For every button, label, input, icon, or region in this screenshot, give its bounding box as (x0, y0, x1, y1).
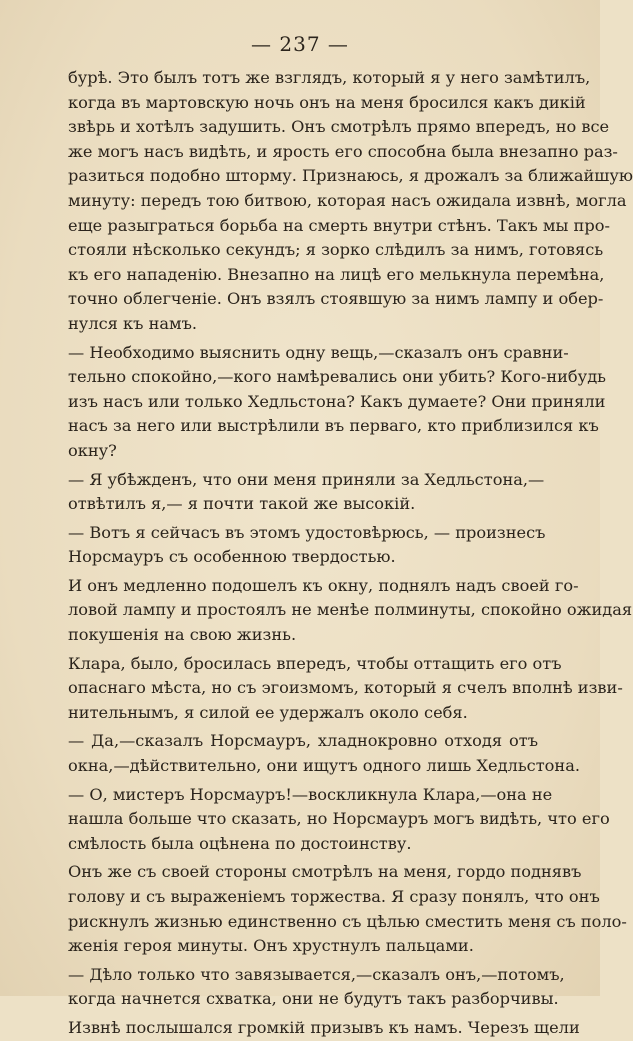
text-line: — Вотъ я сейчасъ въ этомъ удостовѣрюсь, — произнесъ (68, 522, 546, 542)
text-line: смѣлость была оцѣнена по достоинству. (68, 833, 412, 853)
text-line: точно облегченіе. Онъ взялъ стоявшую за нимъ лампу и обер- (68, 289, 604, 309)
text-line: отвѣтилъ я,— я почти такой же высокій. (68, 494, 416, 514)
text-line: рискнулъ жизнью единственно съ цѣлью сместить меня съ поло- (68, 911, 627, 931)
paragraph (68, 860, 627, 958)
text-line: женія героя минуты. Онъ хрустнулъ пальцами. (68, 936, 474, 956)
text-line: минуту: передъ тою битвою, которая насъ ожидала извнѣ, могла (68, 190, 627, 210)
text-line: Клара, было, бросилась впередъ, чтобы оттащить его отъ (68, 653, 562, 673)
text-line: нительнымъ, я силой ее удержалъ около себя. (68, 702, 468, 722)
text-line: нулся къ намъ. (68, 313, 198, 333)
text-line: когда въ мартовскую ночь онъ на меня бросился какъ дикій (68, 92, 586, 112)
paragraph (68, 468, 545, 517)
text-line: изъ насъ или только Хедльстона? Какъ думаете? Они приняли (68, 391, 606, 411)
text-line: — О, мистеръ Норсмауръ!—воскликнула Клара,—она не (68, 784, 553, 804)
text-line: когда начнется схватка, они не будутъ такъ разборчивы. (68, 989, 559, 1009)
text-line: — Да,—сказалъ Норсмауръ, хладнокровно отходя отъ (68, 731, 538, 751)
page-number: — 237 — (251, 32, 349, 56)
text-line: Онъ же съ своей стороны смотрѣлъ на меня, гордо поднявъ (68, 862, 582, 882)
body-text (68, 66, 633, 1041)
text-line: звѣрь и хотѣлъ задушить. Онъ смотрѣлъ прямо впередъ, но все (68, 117, 610, 137)
text-line: покушенія на свою жизнь. (68, 625, 297, 645)
paragraph (68, 341, 606, 464)
text-line: тельно спокойно,—кого намѣревались они убить? Кого-нибудь (68, 367, 606, 387)
text-line: разиться подобно шторму. Признаюсь, я дрожалъ за ближайшую (68, 166, 633, 186)
text-line: И онъ медленно подошелъ къ окну, поднялъ надъ своей го- (68, 575, 579, 595)
paragraph (68, 783, 610, 857)
text-line: же могъ насъ видѣть, и ярость его способна была внезапно раз- (68, 141, 618, 161)
paragraph (68, 574, 633, 648)
text-line: бурѣ. Это былъ тотъ же взглядъ, который я у него замѣтилъ, (68, 68, 591, 87)
paragraph (68, 1016, 580, 1041)
text-line: — Дѣло только что завязывается,—сказалъ онъ,—потомъ, (68, 964, 565, 984)
text-line: ловой лампу и простоялъ не менѣе полминуты, спокойно ожидая (68, 600, 633, 620)
text-line: къ его нападенію. Внезапно на лицѣ его мелькнула перемѣна, (68, 264, 605, 284)
paragraph (68, 652, 623, 726)
text-line: окну? (68, 440, 117, 460)
text-line: — Необходимо выяснить одну вещь,—сказалъ онъ сравни- (68, 342, 569, 362)
text-line: стояли нѣсколько секундъ; я зорко слѣдилъ за нимъ, готовясь (68, 240, 604, 260)
text-line: — Я убѣжденъ, что они меня приняли за Хедльстона,— (68, 469, 545, 489)
text-line: опаснаго мѣста, но съ эгоизмомъ, который я счелъ вполнѣ изви- (68, 678, 623, 698)
paragraph (68, 963, 565, 1012)
paragraph (68, 729, 580, 778)
text-line: голову и съ выраженіемъ торжества. Я сразу понялъ, что онъ (68, 887, 600, 906)
text-line: еще разыграться борьба на смерть внутри стѣнъ. Такъ мы про- (68, 215, 610, 235)
paragraph (68, 521, 546, 570)
text-line: нашла больше что сказать, но Норсмауръ могъ видѣть, что его (68, 809, 610, 829)
text-line: Извнѣ послышался громкій призывъ къ намъ. Черезъ щели (68, 1017, 580, 1037)
text-line: Норсмауръ съ особенною твердостью. (68, 547, 396, 567)
text-line: насъ за него или выстрѣлили въ перваго, кто приблизился къ (68, 416, 599, 436)
paragraph (68, 66, 633, 337)
text-line: окна,—дѣйствительно, они ищутъ одного лишь Хедльстона. (68, 756, 580, 776)
